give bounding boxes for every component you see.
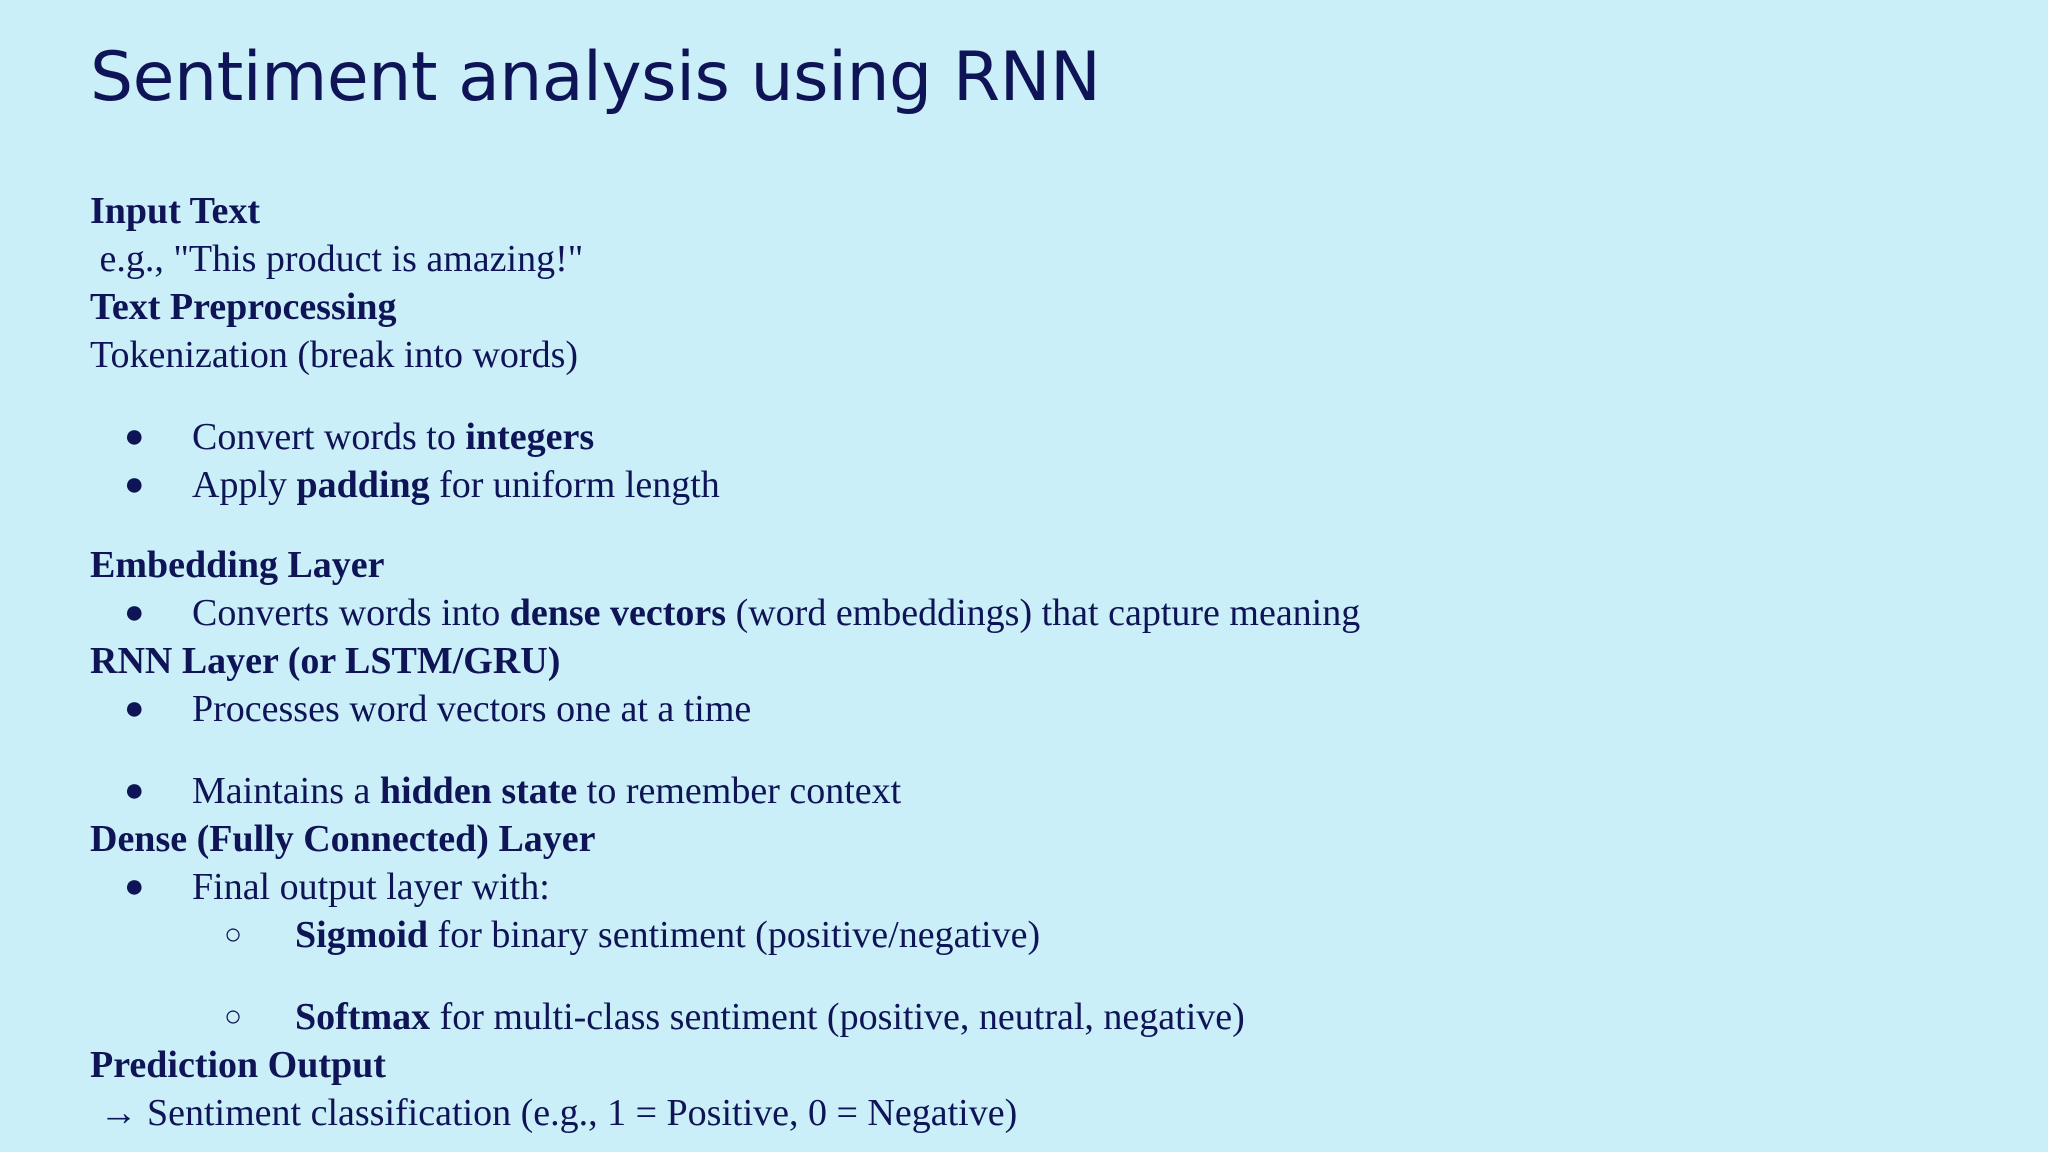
bullet-icon: ● xyxy=(124,868,145,905)
prediction-heading: Prediction Output xyxy=(90,1044,386,1086)
bullet-text: for multi-class sentiment (positive, neutral, negative) xyxy=(430,996,1245,1038)
preprocessing-heading: Text Preprocessing xyxy=(90,286,397,328)
bullet-text: Convert words to xyxy=(192,416,466,458)
bullet-text: Maintains a xyxy=(192,770,380,812)
sub-bullet-icon: ○ xyxy=(224,1000,243,1033)
sub-bullet-icon: ○ xyxy=(224,918,243,951)
bullet-icon: ● xyxy=(124,466,145,503)
sub-bullet-softmax xyxy=(295,993,1245,1041)
embedding-heading: Embedding Layer xyxy=(90,544,385,586)
bullet-bold-text: Softmax xyxy=(295,996,431,1038)
prediction-line: → Sentiment classification (e.g., 1 = Positive, 0 = Negative) xyxy=(90,1092,1018,1134)
dense-heading: Dense (Fully Connected) Layer xyxy=(90,818,596,860)
bullet-final-output: Final output layer with: xyxy=(192,866,550,908)
bullet-icon: ● xyxy=(124,772,145,809)
bullet-bold-text: dense vectors xyxy=(509,592,727,634)
rnn-heading: RNN Layer (or LSTM/GRU) xyxy=(90,640,561,682)
bullet-text: Converts words into xyxy=(192,592,510,634)
bullet-bold-text: padding xyxy=(296,464,430,506)
bullet-text: Apply xyxy=(192,464,297,506)
bullet-bold-text: hidden state xyxy=(379,770,578,812)
input-text-heading: Input Text xyxy=(90,190,261,232)
bullet-bold-text: Sigmoid xyxy=(295,914,429,956)
bullet-text: for binary sentiment (positive/negative) xyxy=(428,914,1041,956)
bullet-processes-vectors: Processes word vectors one at a time xyxy=(192,688,752,730)
slide-title: Sentiment analysis using RNN xyxy=(90,38,1101,117)
bullet-icon: ● xyxy=(124,418,145,455)
bullet-convert-integers xyxy=(192,413,594,461)
sub-bullet-sigmoid xyxy=(295,911,1040,959)
bullet-apply-padding xyxy=(192,461,720,509)
bullet-bold-text: integers xyxy=(465,416,595,458)
bullet-icon: ● xyxy=(124,594,145,631)
bullet-hidden-state xyxy=(192,767,901,815)
bullet-text: (word embeddings) that capture meaning xyxy=(726,592,1361,634)
bullet-text: to remember context xyxy=(577,770,902,812)
tokenization-line: Tokenization (break into words) xyxy=(90,334,579,376)
bullet-text: for uniform length xyxy=(429,464,720,506)
input-text-example: e.g., "This product is amazing!" xyxy=(90,238,584,280)
bullet-icon: ● xyxy=(124,690,145,727)
bullet-dense-vectors xyxy=(192,589,1360,637)
